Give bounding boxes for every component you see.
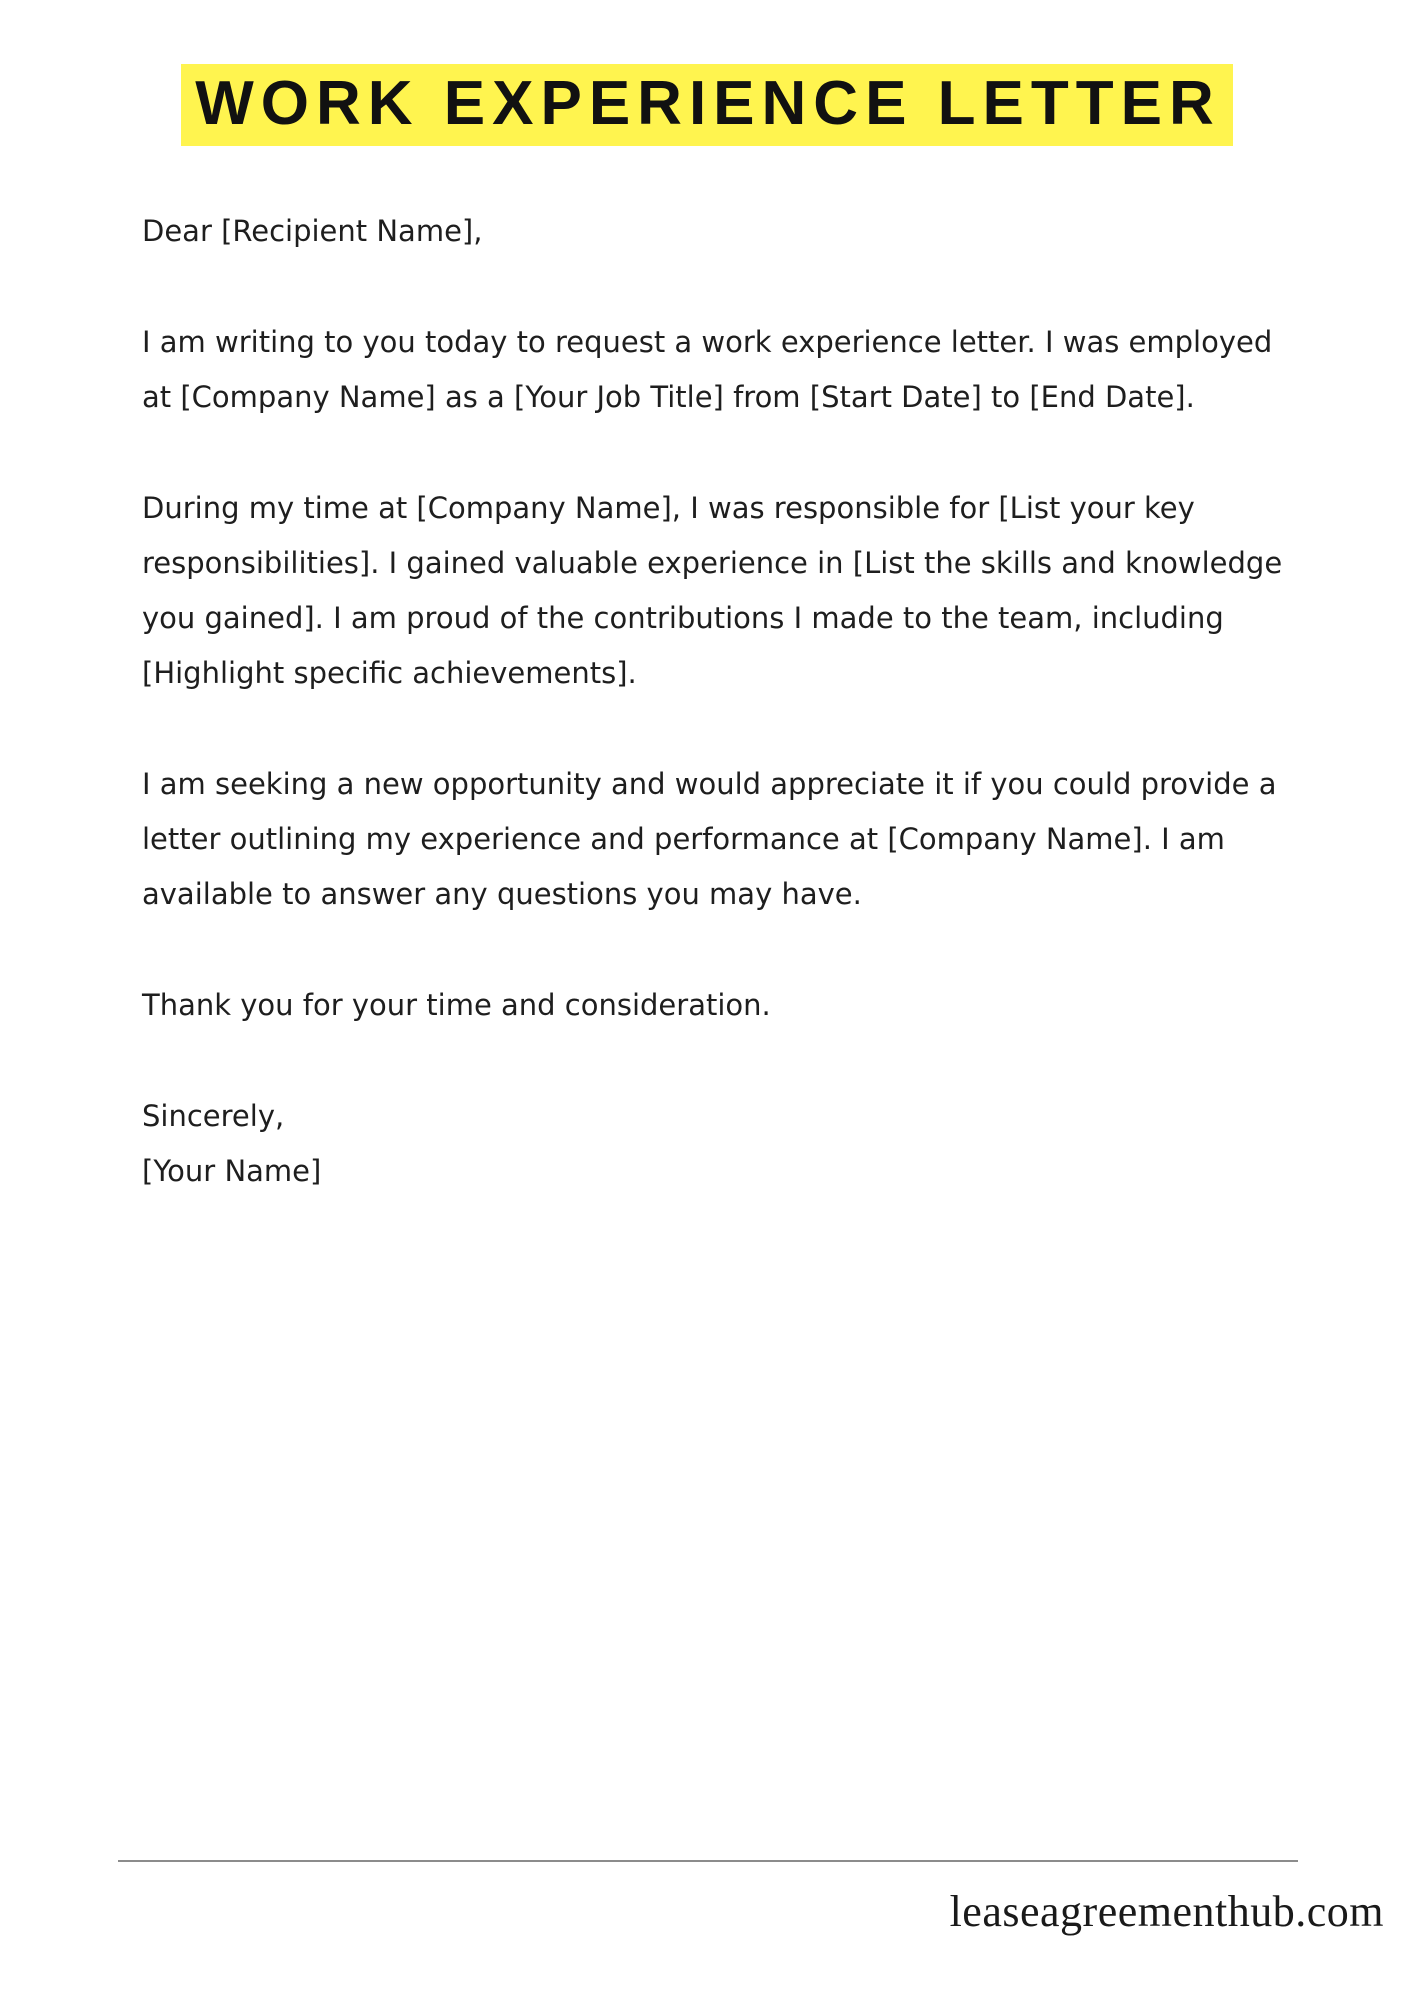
paragraph-responsibilities: During my time at [Company Name], I was responsible for [List your key responsibilities]. I gained valuable experience in [List the skills and knowledge you gained]. I am proud of the contributions I made to the team, including [Highlight specific achievements]. — [142, 491, 1283, 690]
paragraph-thanks: Thank you for your time and consideration. — [142, 988, 771, 1022]
signature: [Your Name] — [142, 1154, 322, 1188]
paragraph-request: I am writing to you today to request a work experience letter. I was employed at [Company Name] as a [Your Job Title] from [Start Date] to [End Date]. — [142, 325, 1273, 414]
title-area — [0, 64, 1414, 146]
page-title: WORK EXPERIENCE LETTER — [181, 64, 1233, 146]
footer-website: leaseagreementhub.com — [949, 1887, 1384, 1936]
closing: Sincerely, — [142, 1099, 285, 1133]
salutation: Dear [Recipient Name], — [142, 214, 483, 248]
paragraph-opportunity: I am seeking a new opportunity and would appreciate it if you could provide a letter outlining my experience and performance at [Company Name]. I am available to answer any questions you may have. — [142, 767, 1277, 911]
letter-body — [142, 204, 1302, 1199]
footer-divider — [118, 1860, 1298, 1862]
